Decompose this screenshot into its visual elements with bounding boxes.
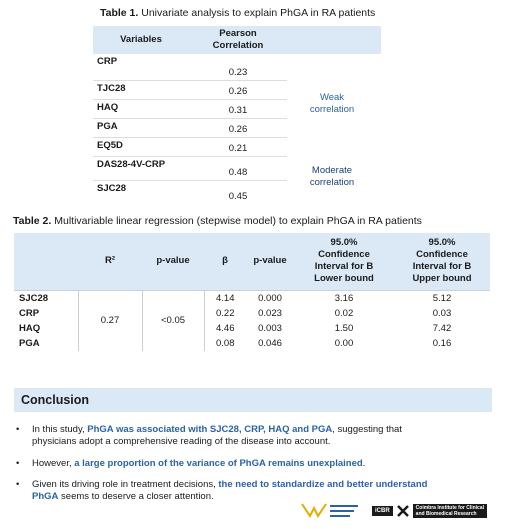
conclusion-bullet-2: • However, a large proportion of the variance of PhGA remains unexplained. <box>16 458 366 469</box>
table-row: HAQ 0.31 <box>93 99 381 118</box>
moderate-correlation-label: Moderate correlation <box>309 165 355 188</box>
col-variables: Variables <box>93 26 189 54</box>
cross-icon <box>396 504 410 518</box>
col-pvalue-2: p-value <box>246 233 294 290</box>
table-row: PGA 0.26 <box>93 118 381 137</box>
icbr-logo: iCBR Coimbra Institute for Clinical and Biomedical Research <box>372 503 494 519</box>
table2-caption: Table 2. Multivariable linear regression (stepwise model) to explain PhGA in RA patients <box>13 215 422 227</box>
weak-correlation-label: Weak correlation <box>309 92 355 115</box>
table-row: TJC28 0.26 <box>93 80 381 99</box>
conclusion-bullet-3: • Given its driving role in treatment decisions, the need to standardize and better understand PhGA seems to deserve a closer attention. <box>16 479 428 502</box>
table-row: CRP 0.22 0.023 0.02 0.03 <box>19 307 452 319</box>
table-row: HAQ 4.46 0.003 1.50 7.42 <box>19 322 452 334</box>
col-pvalue: p-value <box>142 233 204 290</box>
table-row: SJC28 0.45 <box>97 182 248 202</box>
conclusion-bullet-1: • In this study, PhGA was associated with SJC28, CRP, HAQ and PGA, suggesting that physicians adopt a comprehensive reading of the disease into account. <box>16 424 402 447</box>
conclusion-title: Conclusion <box>21 393 90 407</box>
table-row: CRP 0.23 <box>93 54 381 80</box>
regression-table <box>14 233 490 351</box>
partner-logo <box>300 500 362 520</box>
col-ci-lower: 95.0% Confidence Interval for B Lower bound <box>294 233 394 290</box>
col-beta: β <box>204 233 246 290</box>
model-p-value: <0.05 <box>142 290 204 351</box>
col-ci-upper: 95.0% Confidence Interval for B Upper bound <box>394 233 490 290</box>
col-r2: R² <box>78 233 142 290</box>
conclusion-header <box>14 388 492 412</box>
table1-caption: Table 1. Univariate analysis to explain PhGA in RA patients <box>100 7 376 19</box>
bullet-icon: • <box>16 479 20 490</box>
bullet-icon: • <box>16 458 20 469</box>
table-row: DAS28-4V-CRP 0.48 <box>93 156 381 180</box>
r2-value: 0.27 <box>78 290 142 351</box>
table-row: EQ5D 0.21 <box>93 137 381 156</box>
table-row: SJC28 0.27 <0.05 4.14 0.000 3.16 5.12 <box>14 290 490 306</box>
bullet-icon: • <box>16 424 20 435</box>
table-row: PGA 0.08 0.046 0.00 0.16 <box>19 337 452 349</box>
col-pearson: Pearson Correlation <box>189 26 287 54</box>
